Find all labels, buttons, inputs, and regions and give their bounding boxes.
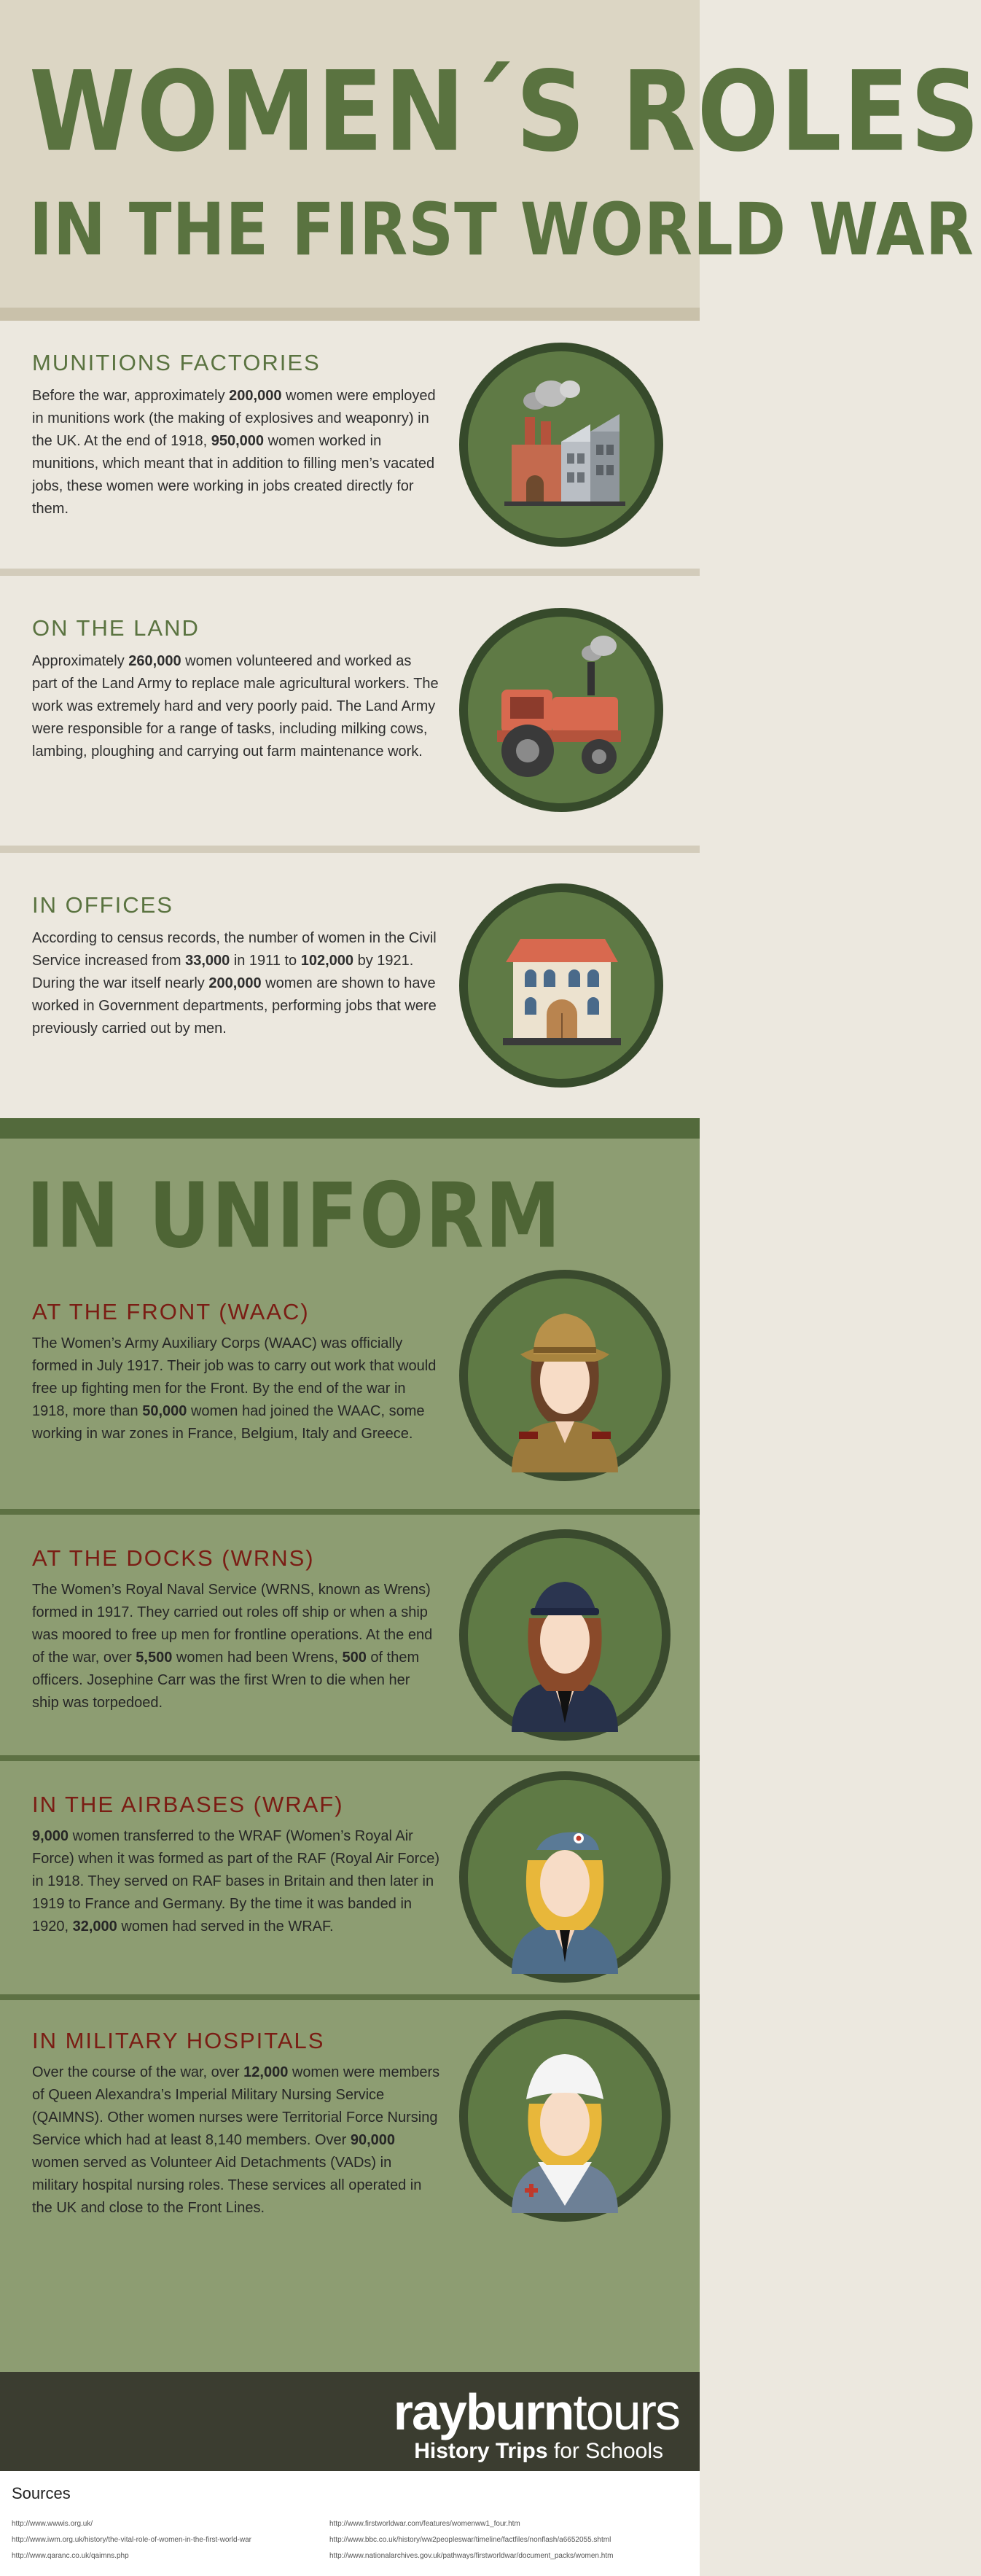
highlight-number: 32,000	[72, 1919, 117, 1935]
section-body: According to census records, the number of women in the Civil Service increased from 33,000 in 1911 to 102,000 by 1921. During the war itself nearly 200,000 women are shown to have worked in Government departments, performing jobs that were previously carried out by men.	[32, 930, 437, 1037]
highlight-number: 9,000	[32, 1828, 69, 1844]
source-link[interactable]: http://www.bbc.co.uk/history/ww2peopleswar/timeline/factfiles/nonflash/a6652055.shtml	[329, 2536, 611, 2544]
title-line-1: WOMEN´S ROLES	[29, 47, 981, 177]
divider	[0, 1509, 700, 1515]
section-body: 9,000 women transferred to the WRAF (Women’s Royal Air Force) when it was formed as part of the RAF (Royal Air Force) in 1918. They served on RAF bases in Britain and then later in 1919 to France and Germany. By the time it was banded in 1920, 32,000 women had served in the WRAF.	[32, 1828, 440, 1935]
highlight-number: 102,000	[300, 953, 354, 969]
sources-title: Sources	[12, 2484, 71, 2502]
source-link[interactable]: http://www.wwwis.org.uk/	[12, 2520, 93, 2528]
section-body: The Women’s Royal Naval Service (WRNS, known as Wrens) formed in 1917. They carried out roles off ship or when a ship was moored to free up men for frontline operations. At the end of the war, over 5,500 women had been Wrens, 500 of them officers. Josephine Carr was the first Wren to die when her ship was torpedoed.	[32, 1582, 433, 1711]
title-line-2: IN THE FIRST WORLD WAR	[29, 187, 974, 272]
source-link[interactable]: http://www.nationalarchives.gov.uk/pathways/firstworldwar/document_packs/women.htm	[329, 2552, 614, 2560]
section-title: IN THE AIRBASES (WRAF)	[32, 1792, 344, 1817]
uniform-title: IN UNIFORM	[26, 1163, 563, 1268]
section-body: The Women’s Army Auxiliary Corps (WAAC) was officially formed in July 1917. Their job was to carry out work that would free up fighting men for the Front. By the end of the war in 1918, more than 50,000 women had joined the WAAC, some working in war zones in France, Belgium, Italy and Greece.	[32, 1335, 437, 1442]
divider	[0, 569, 700, 576]
section-body: Approximately 260,000 women volunteered and worked as part of the Land Army to replace male agricultural workers. The work was extremely hard and very poorly paid. The Land Army were responsible for a range of tasks, including milking cows, lambing, ploughing and carrying out farm maintenance work.	[32, 653, 439, 760]
highlight-number: 950,000	[211, 433, 265, 449]
nurse-woman-icon	[459, 2010, 671, 2222]
highlight-number: 200,000	[229, 388, 282, 404]
section-title: IN OFFICES	[32, 892, 173, 918]
section-in-uniform	[0, 1139, 700, 2372]
sources	[0, 2471, 700, 2576]
header-divider	[0, 308, 700, 321]
tagline-rest: for Schools	[547, 2439, 663, 2463]
section-munitions	[0, 321, 700, 569]
section-title: AT THE FRONT (WAAC)	[32, 1299, 310, 1324]
divider	[0, 846, 700, 853]
section-title: MUNITIONS FACTORIES	[32, 350, 321, 375]
tagline-bold: History Trips	[414, 2439, 548, 2463]
section-title: IN MILITARY HOSPITALS	[32, 2028, 325, 2053]
section-title: AT THE DOCKS (WRNS)	[32, 1545, 315, 1571]
tractor-icon	[459, 608, 663, 812]
divider	[0, 1755, 700, 1761]
office-building-icon	[459, 883, 663, 1088]
source-link[interactable]: http://www.iwm.org.uk/history/the-vital-role-of-women-in-the-first-world-war	[12, 2536, 251, 2544]
highlight-number: 200,000	[208, 975, 262, 991]
sources-left	[12, 2516, 354, 2564]
highlight-number: 5,500	[136, 1650, 173, 1666]
source-link[interactable]: http://www.qaranc.co.uk/qaimns.php	[12, 2552, 129, 2560]
logo-tours: tours	[573, 2384, 679, 2440]
brand-logo[interactable]	[394, 2386, 679, 2438]
section-body: Over the course of the war, over 12,000 women were members of Queen Alexandra’s Imperial Military Nursing Service (QAIMNS). Other women nurses were Territorial Force Nursing Service which had at least 8,140 members. Over 90,000 women served as Volunteer Aid Detachments (VADs) in military hospital nursing roles. These services all operated in the UK and close to the Front Lines.	[32, 2064, 440, 2216]
sources-right	[329, 2516, 672, 2564]
highlight-number: 90,000	[350, 2132, 396, 2148]
brand-tagline	[414, 2439, 663, 2464]
section-land	[0, 576, 700, 846]
footer-logo	[0, 2372, 700, 2471]
divider	[0, 1994, 700, 2000]
uniform-band	[0, 1118, 700, 1139]
highlight-number: 260,000	[128, 653, 181, 669]
header	[0, 0, 981, 321]
source-link[interactable]: http://www.firstworldwar.com/features/womenww1_four.htm	[329, 2520, 520, 2528]
wrns-woman-icon	[459, 1529, 671, 1741]
factory-icon	[459, 343, 663, 547]
waac-woman-icon	[459, 1270, 671, 1481]
highlight-number: 50,000	[142, 1403, 187, 1419]
highlight-number: 12,000	[243, 2064, 289, 2080]
highlight-number: 500	[342, 1650, 367, 1666]
highlight-number: 33,000	[185, 953, 230, 969]
section-body: Before the war, approximately 200,000 women were employed in munitions work (the making of explosives and weaponry) in the UK. At the end of 1918, 950,000 women worked in munitions, which meant that in addition to filling men’s vacated jobs, these women were working in jobs created directly for them.	[32, 388, 436, 517]
wraf-woman-icon	[459, 1771, 671, 1983]
section-title: ON THE LAND	[32, 615, 200, 641]
section-offices	[0, 853, 700, 1118]
logo-rayburn: rayburn	[393, 2384, 574, 2440]
